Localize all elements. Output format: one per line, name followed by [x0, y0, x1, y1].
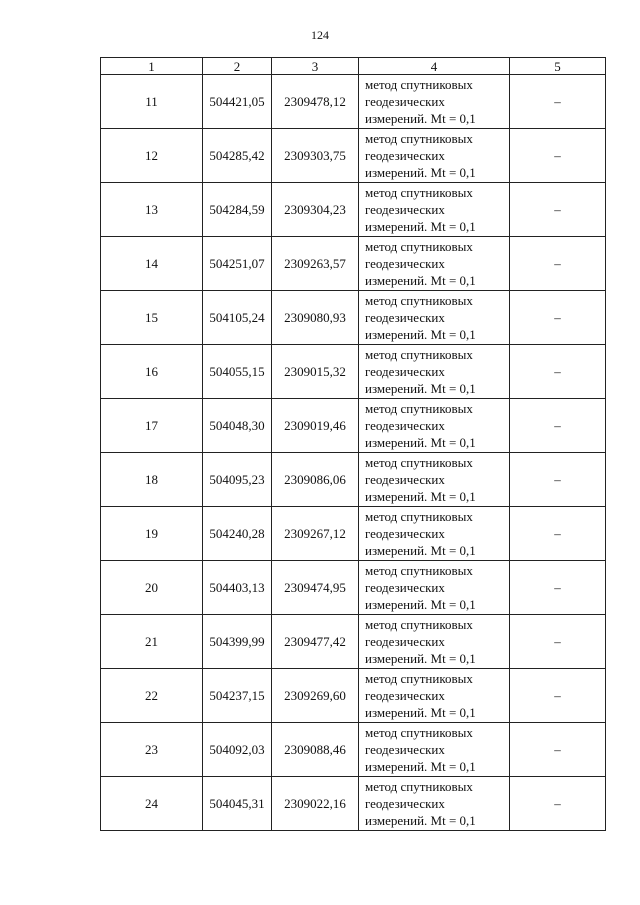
- method-cell: [359, 399, 510, 453]
- point-number-cell: 16: [101, 345, 203, 399]
- table-row: [101, 75, 606, 129]
- method-line: метод спутниковых: [365, 455, 473, 470]
- point-number-cell: 18: [101, 453, 203, 507]
- table-row: [101, 777, 606, 831]
- table-row: [101, 507, 606, 561]
- method-line: метод спутниковых: [365, 293, 473, 308]
- y-coordinate-cell: 2309474,95: [272, 561, 359, 615]
- method-line: метод спутниковых: [365, 185, 473, 200]
- method-line: геодезических: [365, 418, 445, 433]
- description-cell: –: [510, 507, 606, 561]
- header-col-5: 5: [510, 58, 606, 75]
- method-line: измерений. Mt = 0,1: [365, 381, 476, 396]
- table-row: [101, 723, 606, 777]
- method-cell: [359, 345, 510, 399]
- header-row: [101, 58, 606, 75]
- method-line: геодезических: [365, 526, 445, 541]
- method-line: измерений. Mt = 0,1: [365, 111, 476, 126]
- method-line: измерений. Mt = 0,1: [365, 327, 476, 342]
- method-cell: [359, 669, 510, 723]
- method-line: измерений. Mt = 0,1: [365, 435, 476, 450]
- x-coordinate-cell: 504403,13: [203, 561, 272, 615]
- method-line: измерений. Mt = 0,1: [365, 543, 476, 558]
- method-line: геодезических: [365, 472, 445, 487]
- method-line: метод спутниковых: [365, 671, 473, 686]
- x-coordinate-cell: 504092,03: [203, 723, 272, 777]
- method-line: геодезических: [365, 580, 445, 595]
- y-coordinate-cell: 2309477,42: [272, 615, 359, 669]
- method-line: геодезических: [365, 310, 445, 325]
- point-number-cell: 14: [101, 237, 203, 291]
- description-cell: –: [510, 291, 606, 345]
- description-cell: –: [510, 345, 606, 399]
- x-coordinate-cell: 504045,31: [203, 777, 272, 831]
- x-coordinate-cell: 504240,28: [203, 507, 272, 561]
- description-cell: –: [510, 237, 606, 291]
- description-cell: –: [510, 453, 606, 507]
- x-coordinate-cell: 504284,59: [203, 183, 272, 237]
- page-number: 124: [311, 28, 329, 42]
- method-cell: [359, 777, 510, 831]
- y-coordinate-cell: 2309015,32: [272, 345, 359, 399]
- header-col-3: 3: [272, 58, 359, 75]
- header-col-1: 1: [101, 58, 203, 75]
- table-row: [101, 345, 606, 399]
- x-coordinate-cell: 504237,15: [203, 669, 272, 723]
- x-coordinate-cell: 504399,99: [203, 615, 272, 669]
- point-number-cell: 22: [101, 669, 203, 723]
- method-line: метод спутниковых: [365, 239, 473, 254]
- table-body: [101, 75, 606, 831]
- y-coordinate-cell: 2309304,23: [272, 183, 359, 237]
- method-line: метод спутниковых: [365, 131, 473, 146]
- method-line: метод спутниковых: [365, 725, 473, 740]
- point-number-cell: 12: [101, 129, 203, 183]
- point-number-cell: 24: [101, 777, 203, 831]
- x-coordinate-cell: 504095,23: [203, 453, 272, 507]
- x-coordinate-cell: 504251,07: [203, 237, 272, 291]
- coordinates-table: [100, 57, 606, 831]
- point-number-cell: 11: [101, 75, 203, 129]
- method-cell: [359, 453, 510, 507]
- point-number-cell: 19: [101, 507, 203, 561]
- method-line: метод спутниковых: [365, 563, 473, 578]
- description-cell: –: [510, 129, 606, 183]
- method-line: измерений. Mt = 0,1: [365, 489, 476, 504]
- method-line: геодезических: [365, 796, 445, 811]
- header-col-4: 4: [359, 58, 510, 75]
- method-line: геодезических: [365, 634, 445, 649]
- method-line: измерений. Mt = 0,1: [365, 219, 476, 234]
- method-line: измерений. Mt = 0,1: [365, 597, 476, 612]
- x-coordinate-cell: 504048,30: [203, 399, 272, 453]
- method-cell: [359, 75, 510, 129]
- method-cell: [359, 507, 510, 561]
- x-coordinate-cell: 504105,24: [203, 291, 272, 345]
- table-row: [101, 183, 606, 237]
- method-line: геодезических: [365, 94, 445, 109]
- y-coordinate-cell: 2309088,46: [272, 723, 359, 777]
- method-cell: [359, 183, 510, 237]
- table-row: [101, 237, 606, 291]
- description-cell: –: [510, 777, 606, 831]
- point-number-cell: 17: [101, 399, 203, 453]
- x-coordinate-cell: 504055,15: [203, 345, 272, 399]
- y-coordinate-cell: 2309269,60: [272, 669, 359, 723]
- method-line: измерений. Mt = 0,1: [365, 705, 476, 720]
- table-row: [101, 291, 606, 345]
- y-coordinate-cell: 2309019,46: [272, 399, 359, 453]
- method-cell: [359, 615, 510, 669]
- method-line: геодезических: [365, 364, 445, 379]
- method-line: геодезических: [365, 202, 445, 217]
- method-cell: [359, 723, 510, 777]
- description-cell: –: [510, 669, 606, 723]
- y-coordinate-cell: 2309267,12: [272, 507, 359, 561]
- method-cell: [359, 129, 510, 183]
- x-coordinate-cell: 504285,42: [203, 129, 272, 183]
- y-coordinate-cell: 2309263,57: [272, 237, 359, 291]
- description-cell: –: [510, 75, 606, 129]
- method-line: геодезических: [365, 148, 445, 163]
- method-line: метод спутниковых: [365, 77, 473, 92]
- y-coordinate-cell: 2309022,16: [272, 777, 359, 831]
- point-number-cell: 20: [101, 561, 203, 615]
- description-cell: –: [510, 615, 606, 669]
- y-coordinate-cell: 2309080,93: [272, 291, 359, 345]
- header-col-2: 2: [203, 58, 272, 75]
- method-line: измерений. Mt = 0,1: [365, 651, 476, 666]
- point-number-cell: 23: [101, 723, 203, 777]
- description-cell: –: [510, 183, 606, 237]
- method-line: метод спутниковых: [365, 401, 473, 416]
- method-line: геодезических: [365, 688, 445, 703]
- method-cell: [359, 561, 510, 615]
- table-row: [101, 399, 606, 453]
- description-cell: –: [510, 561, 606, 615]
- description-cell: –: [510, 723, 606, 777]
- x-coordinate-cell: 504421,05: [203, 75, 272, 129]
- method-cell: [359, 291, 510, 345]
- method-cell: [359, 237, 510, 291]
- table-row: [101, 615, 606, 669]
- y-coordinate-cell: 2309086,06: [272, 453, 359, 507]
- description-cell: –: [510, 399, 606, 453]
- method-line: метод спутниковых: [365, 347, 473, 362]
- method-line: геодезических: [365, 256, 445, 271]
- method-line: геодезических: [365, 742, 445, 757]
- point-number-cell: 21: [101, 615, 203, 669]
- method-line: измерений. Mt = 0,1: [365, 273, 476, 288]
- table-row: [101, 561, 606, 615]
- method-line: метод спутниковых: [365, 779, 473, 794]
- y-coordinate-cell: 2309478,12: [272, 75, 359, 129]
- method-line: измерений. Mt = 0,1: [365, 165, 476, 180]
- y-coordinate-cell: 2309303,75: [272, 129, 359, 183]
- method-line: метод спутниковых: [365, 509, 473, 524]
- table-row: [101, 129, 606, 183]
- method-line: измерений. Mt = 0,1: [365, 813, 476, 828]
- point-number-cell: 15: [101, 291, 203, 345]
- table-row: [101, 453, 606, 507]
- method-line: метод спутниковых: [365, 617, 473, 632]
- method-line: измерений. Mt = 0,1: [365, 759, 476, 774]
- table-row: [101, 669, 606, 723]
- point-number-cell: 13: [101, 183, 203, 237]
